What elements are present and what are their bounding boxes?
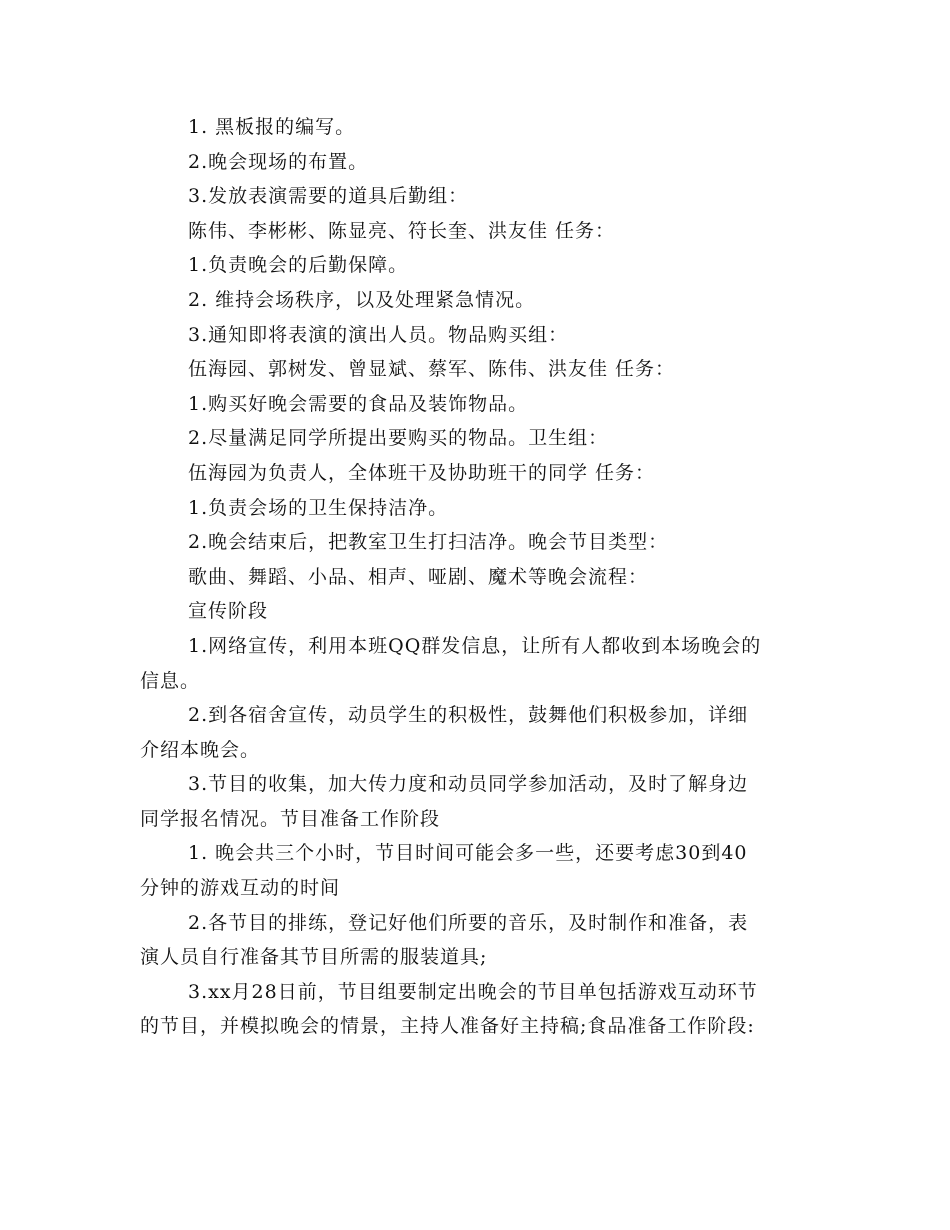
text-line: 演人员自行准备其节目所需的服装道具; [140,946,488,969]
text-line: 3.发放表演需要的道具后勤组： [188,185,469,208]
text-line: 信息。 [140,669,201,692]
text-line: 1. 黑板报的编写。 [188,116,356,138]
document-body [140,110,820,1044]
text-line: 2.各节目的排练，登记好他们所要的音乐，及时制作和准备，表 [188,911,749,934]
text-line: 伍海园为负责人，全体班干及协助班干的同学 任务： [188,461,656,484]
text-line: 3.xx月28日前，节目组要制定出晚会的节目单包括游戏互动环节 [188,980,758,1003]
text-line: 歌曲、舞蹈、小品、相声、哑剧、魔术等晚会流程： [188,565,649,588]
text-line: 陈伟、李彬彬、陈显亮、符长奎、洪友佳 任务： [188,219,616,242]
text-line: 分钟的游戏互动的时间 [140,877,341,900]
text-line: 2.晚会结束后，把教室卫生打扫洁净。晚会节目类型： [188,531,669,554]
text-line: 1.负责晚会的后勤保障。 [188,254,409,277]
section-heading: 宣传阶段 [188,600,269,623]
text-line: 的节目，并模拟晚会的情景，主持人准备好主持稿;食品准备工作阶段: [140,1015,755,1038]
text-line: 2.尽量满足同学所提出要购买的物品。卫生组： [188,427,609,450]
text-line: 1.网络宣传，利用本班QQ群发信息，让所有人都收到本场晚会的 [188,634,762,657]
text-line: 1.购买好晚会需要的食品及装饰物品。 [188,392,529,415]
text-line: 伍海园、郭树发、曾显斌、蔡军、陈伟、洪友佳 任务： [188,358,676,381]
text-line: 2.晚会现场的布置。 [188,150,369,173]
text-line: 同学报名情况。节目准备工作阶段 [140,807,441,830]
text-line: 1.负责会场的卫生保持洁净。 [188,496,449,519]
text-line: 介绍本晚会。 [140,738,261,761]
text-line: 2.到各宿舍宣传，动员学生的积极性，鼓舞他们积极参加，详细 [188,704,749,727]
text-line: 3.节目的收集，加大传力度和动员同学参加活动，及时了解身边 [188,773,749,796]
text-line: 2. 维持会场秩序，以及处理紧急情况。 [188,288,536,311]
text-line: 3.通知即将表演的演出人员。物品购买组： [188,323,569,346]
text-line: 1. 晚会共三个小时，节目时间可能会多一些，还要考虑30到40 [188,842,748,865]
